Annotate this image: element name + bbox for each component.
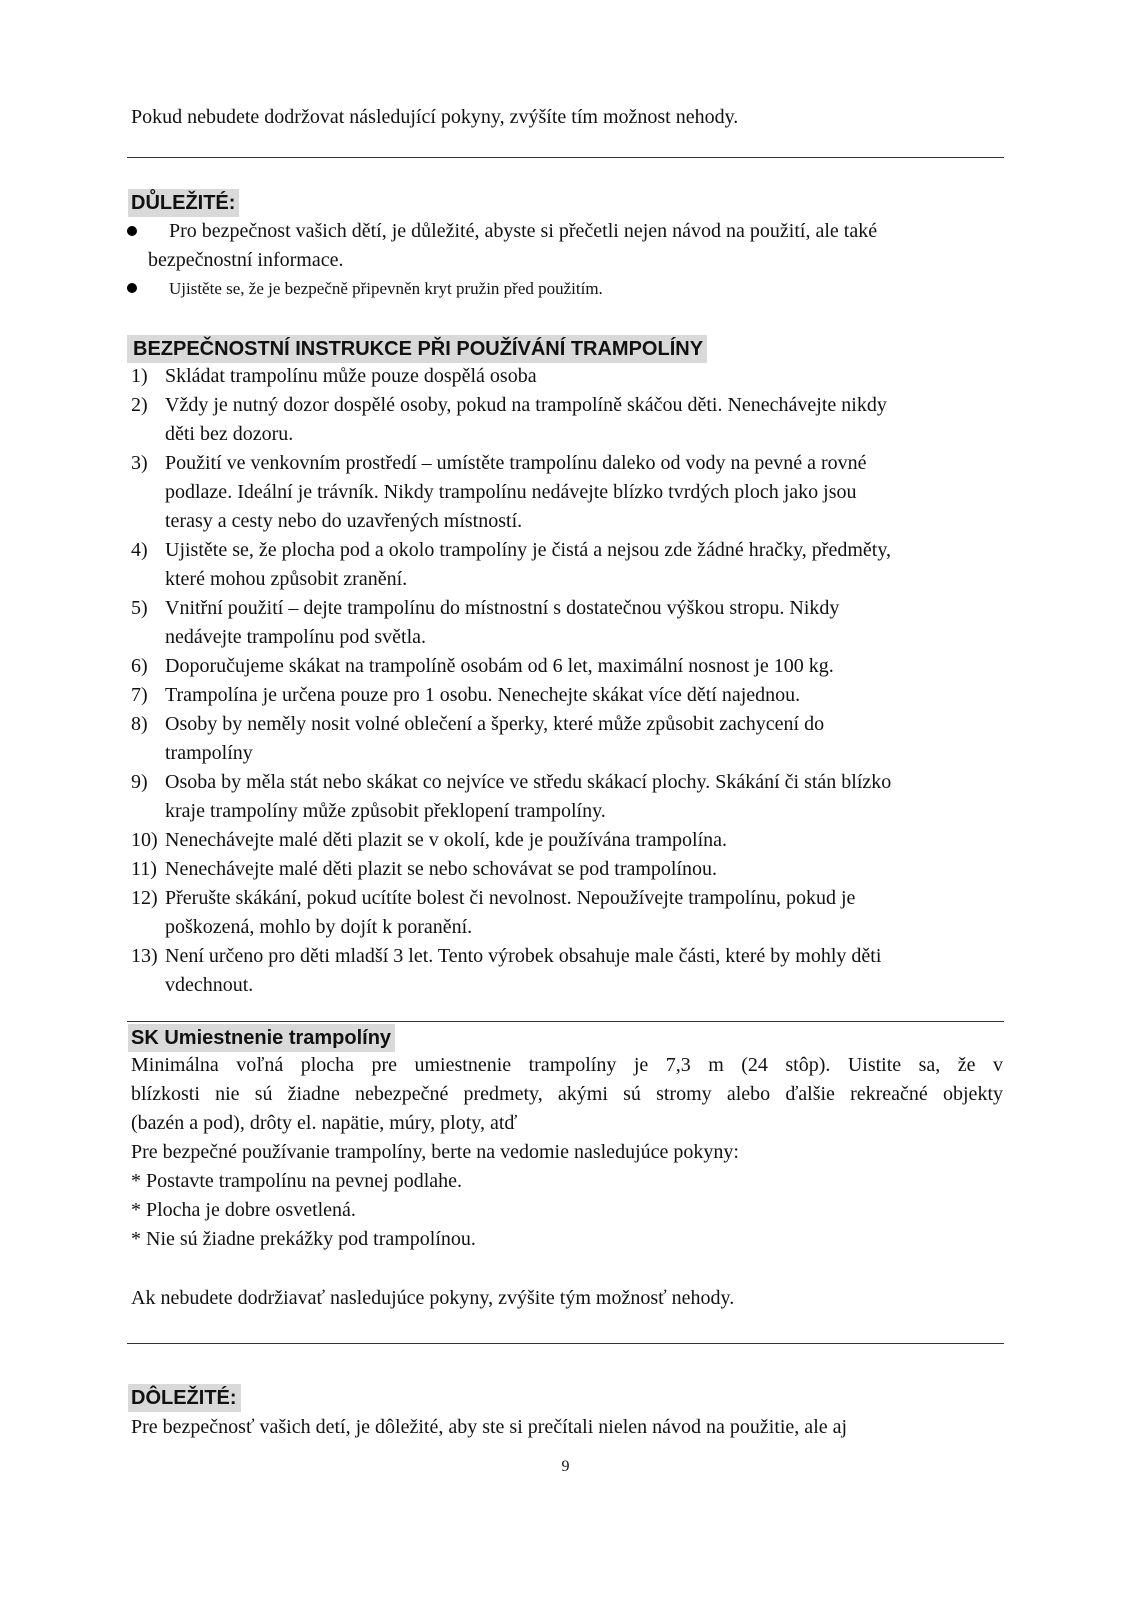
safety-heading: BEZPEČNOSTNÍ INSTRUKCE PŘI POUŽÍVÁNÍ TRAMPOLÍNY	[127, 335, 707, 363]
list-item-number: 9)	[131, 771, 148, 793]
sk-heading: SK Umiestnenie trampolíny	[128, 1024, 395, 1052]
sk-paragraph-line: Minimálna voľná plocha pre umiestnenie trampolíny je 7,3 m (24 stôp). Uistite sa, že v	[131, 1054, 1003, 1076]
sk-warning-text: Ak nebudete dodržiavať nasledujúce pokyny, zvýšite tým možnosť nehody.	[131, 1287, 735, 1309]
list-item-text: Vždy je nutný dozor dospělé osoby, pokud na trampolíně skáčou děti. Nenechávejte nikdy	[165, 394, 887, 416]
list-item-text: Trampolína je určena pouze pro 1 osobu. Nenechejte skákat více dětí najednou.	[165, 684, 801, 706]
list-item-text: terasy a cesty nebo do uzavřených místností.	[165, 510, 523, 532]
list-item-text: Skládat trampolínu může pouze dospělá osoba	[165, 365, 537, 387]
bullet-text: Ujistěte se, že je bezpečně připevněn kryt pružin před použitím.	[169, 279, 603, 298]
list-item-text: Nenechávejte malé děti plazit se nebo schovávat se pod trampolínou.	[165, 858, 718, 880]
divider	[127, 1021, 1004, 1022]
sk-paragraph-line: (bazén a pod), drôty el. napätie, múry, ploty, atď	[131, 1112, 518, 1134]
list-item-text: Není určeno pro děti mladší 3 let. Tento výrobek obsahuje male části, které by mohly děti	[165, 945, 882, 967]
divider	[127, 1343, 1004, 1344]
list-item-number: 5)	[131, 597, 148, 619]
intro-text: Pokud nebudete dodržovat následující pokyny, zvýšíte tím možnost nehody.	[131, 106, 739, 128]
list-item-text: Použití ve venkovním prostředí – umístěte trampolínu daleko od vody na pevné a rovné	[165, 452, 867, 474]
sk-paragraph-line: blízkosti nie sú žiadne nebezpečné predmety, akými sú stromy alebo ďalšie rekreačné objekty	[131, 1083, 1003, 1105]
list-item-text: Vnitřní použití – dejte trampolínu do místnostní s dostatečnou výškou stropu. Nikdy	[165, 597, 840, 619]
list-item-text: trampolíny	[165, 742, 253, 764]
list-item-text: Přerušte skákání, pokud ucítíte bolest či nevolnost. Nepoužívejte trampolínu, pokud je	[165, 887, 856, 909]
list-item-number: 11)	[131, 858, 157, 880]
list-item-number: 8)	[131, 713, 148, 735]
list-item-text: které mohou způsobit zranění.	[165, 568, 408, 590]
sk-point: * Nie sú žiadne prekážky pod trampolínou.	[131, 1228, 476, 1250]
list-item-number: 1)	[131, 365, 148, 387]
list-item-number: 10)	[131, 829, 158, 851]
list-item-text: vdechnout.	[165, 974, 254, 996]
list-item-number: 7)	[131, 684, 148, 706]
list-item-text: nedávejte trampolínu pod světla.	[165, 626, 427, 648]
list-item-number: 3)	[131, 452, 148, 474]
list-item-number: 2)	[131, 394, 148, 416]
list-item-number: 6)	[131, 655, 148, 677]
divider	[127, 157, 1004, 158]
list-item-number: 4)	[131, 539, 148, 561]
sk-important-heading: DÔLEŽITÉ:	[128, 1384, 241, 1412]
bullet-icon	[127, 226, 137, 236]
list-item-text: Osoba by měla stát nebo skákat co nejvíce ve středu skákací plochy. Skákání či stán blízko	[165, 771, 892, 793]
list-item-number: 12)	[131, 887, 158, 909]
list-item-text: podlaze. Ideální je trávník. Nikdy trampolínu nedávejte blízko tvrdých ploch jako jsou	[165, 481, 857, 503]
list-item-text: děti bez dozoru.	[165, 423, 294, 445]
bullet-text-continued: bezpečnostní informace.	[148, 249, 344, 271]
page-number: 9	[561, 1458, 570, 1475]
list-item-text: Doporučujeme skákat na trampolíně osobám od 6 let, maximální nosnost je 100 kg.	[165, 655, 834, 677]
important-heading-cz: DŮLEŽITÉ:	[128, 189, 239, 217]
list-item-text: Nenechávejte malé děti plazit se v okolí, kde je používána trampolína.	[165, 829, 728, 851]
list-item-text: kraje trampolíny může způsobit překlopení trampolíny.	[165, 800, 606, 822]
sk-lead-text: Pre bezpečné používanie trampolíny, berte na vedomie nasledujúce pokyny:	[131, 1141, 739, 1163]
sk-point: * Postavte trampolínu na pevnej podlahe.	[131, 1170, 463, 1192]
bullet-icon	[127, 283, 137, 293]
list-item-text: Ujistěte se, že plocha pod a okolo trampolíny je čistá a nejsou zde žádné hračky, předměty,	[165, 539, 892, 561]
list-item-text: poškozená, mohlo by dojít k poranění.	[165, 916, 473, 938]
sk-important-text: Pre bezpečnosť vašich detí, je dôležité, aby ste si prečítali nielen návod na použitie, ale aj	[131, 1416, 848, 1438]
list-item-text: Osoby by neměly nosit volné oblečení a šperky, které může způsobit zachycení do	[165, 713, 825, 735]
list-item-number: 13)	[131, 945, 158, 967]
sk-point: * Plocha je dobre osvetlená.	[131, 1199, 356, 1221]
bullet-text: Pro bezpečnost vašich dětí, je důležité, abyste si přečetli nejen návod na použití, ale také	[169, 220, 878, 242]
